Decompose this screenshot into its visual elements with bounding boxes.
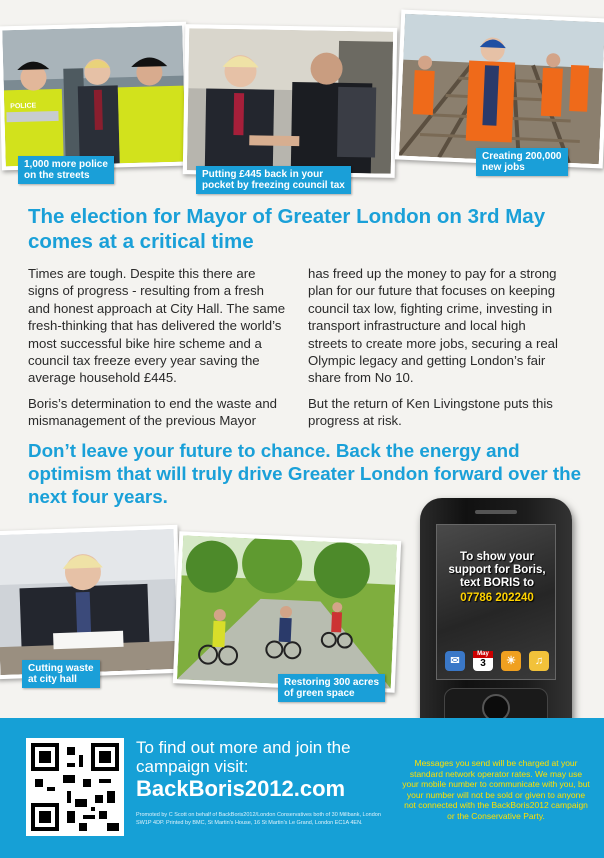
sms-instructions <box>445 551 549 605</box>
mobile-phone-graphic <box>420 498 572 748</box>
calendar-icon <box>473 651 493 671</box>
photo-green-space <box>173 531 401 693</box>
caption-jobs: Creating 200,000 new jobs <box>476 148 568 176</box>
caption-cutting-waste: Cutting waste at city hall <box>22 660 100 688</box>
sms-disclaimer: Messages you send will be charged at your standard network operator rates. We may use your mobile number to communicate with you, but your number will not be sold or given to anyone not connected with the BackBoris2012 campaign or the Conservative Party. <box>402 758 590 821</box>
music-icon: ♫ <box>529 651 549 671</box>
handshake-scene <box>187 28 393 174</box>
desk-scene <box>0 529 178 675</box>
caption-police: 1,000 more police on the streets <box>18 156 114 184</box>
body-paragraph: But the return of Ken Livingstone puts this progress at risk. <box>308 395 553 429</box>
park-scene <box>177 535 397 688</box>
desk-illustration <box>0 529 178 675</box>
calendar-day: 3 <box>480 658 486 669</box>
weather-icon: ☀ <box>501 651 521 671</box>
sms-text: To show your support for Boris, text BORIS to <box>448 551 546 589</box>
campaign-url-link[interactable]: BackBoris2012.com <box>136 776 346 801</box>
mail-icon: ✉ <box>445 651 465 671</box>
calendar-month: May <box>473 651 493 658</box>
police-badge-text: POLICE <box>10 102 37 111</box>
body-paragraph: has freed up the money to pay for a strong plan for our future that focuses on keeping council tax low, fighting crime, investing in transport infrastructure and local high streets to create more jobs, securing a real Olympic legacy and getting London’s fair share from No 10. <box>308 266 558 386</box>
sms-number: 07786 202240 <box>460 592 534 604</box>
headline: The election for Mayor of Greater London on 3rd May comes at a critical time <box>28 205 546 253</box>
photo-council-tax <box>183 24 398 178</box>
cyclists-illustration <box>177 535 397 688</box>
police-scene <box>2 26 185 167</box>
footer-imprint: Promoted by C Scott on behalf of BackBoris2012/London Conservatives both of 30 Millbank, London SW1P 4DP. Printed by BMC, St Martin's House, 16 St Martin's Le Grand, London EC1A 4EN. <box>136 812 381 826</box>
footer-call-to-action: To find out more and join the campaign visit: <box>136 738 351 776</box>
qr-code[interactable] <box>26 738 124 836</box>
body-paragraph: Times are tough. Despite this there are signs of progress - resulting from a fresh and honest approach at City Hall. The same fresh-thinking that has delivered the world’s most successful bike hire scheme and a council tax freeze every year saving the average household £445. <box>28 266 286 386</box>
qr-code-icon <box>31 743 119 831</box>
body-column-right <box>308 265 566 438</box>
photo-police <box>0 22 190 171</box>
rail-workers-illustration <box>399 14 604 165</box>
body-paragraph: Boris’s determination to end the waste and mismanagement of the previous Mayor <box>28 395 278 429</box>
photo-cutting-waste <box>0 525 183 679</box>
phone-app-icons <box>445 651 549 673</box>
phone-screen <box>436 524 556 680</box>
caption-council-tax: Putting £445 back in your pocket by freezing council tax <box>196 166 351 194</box>
callout-statement: Don’t leave your future to chance. Back the energy and optimism that will truly drive Greater London forward over the next four years. <box>28 440 582 507</box>
handshake-illustration <box>187 28 393 174</box>
police-illustration <box>2 26 185 167</box>
rail-scene <box>399 14 604 165</box>
photo-jobs <box>395 10 604 169</box>
body-column-left <box>28 265 286 438</box>
caption-green-space: Restoring 300 acres of green space <box>278 674 385 702</box>
phone-earpiece <box>475 510 517 514</box>
